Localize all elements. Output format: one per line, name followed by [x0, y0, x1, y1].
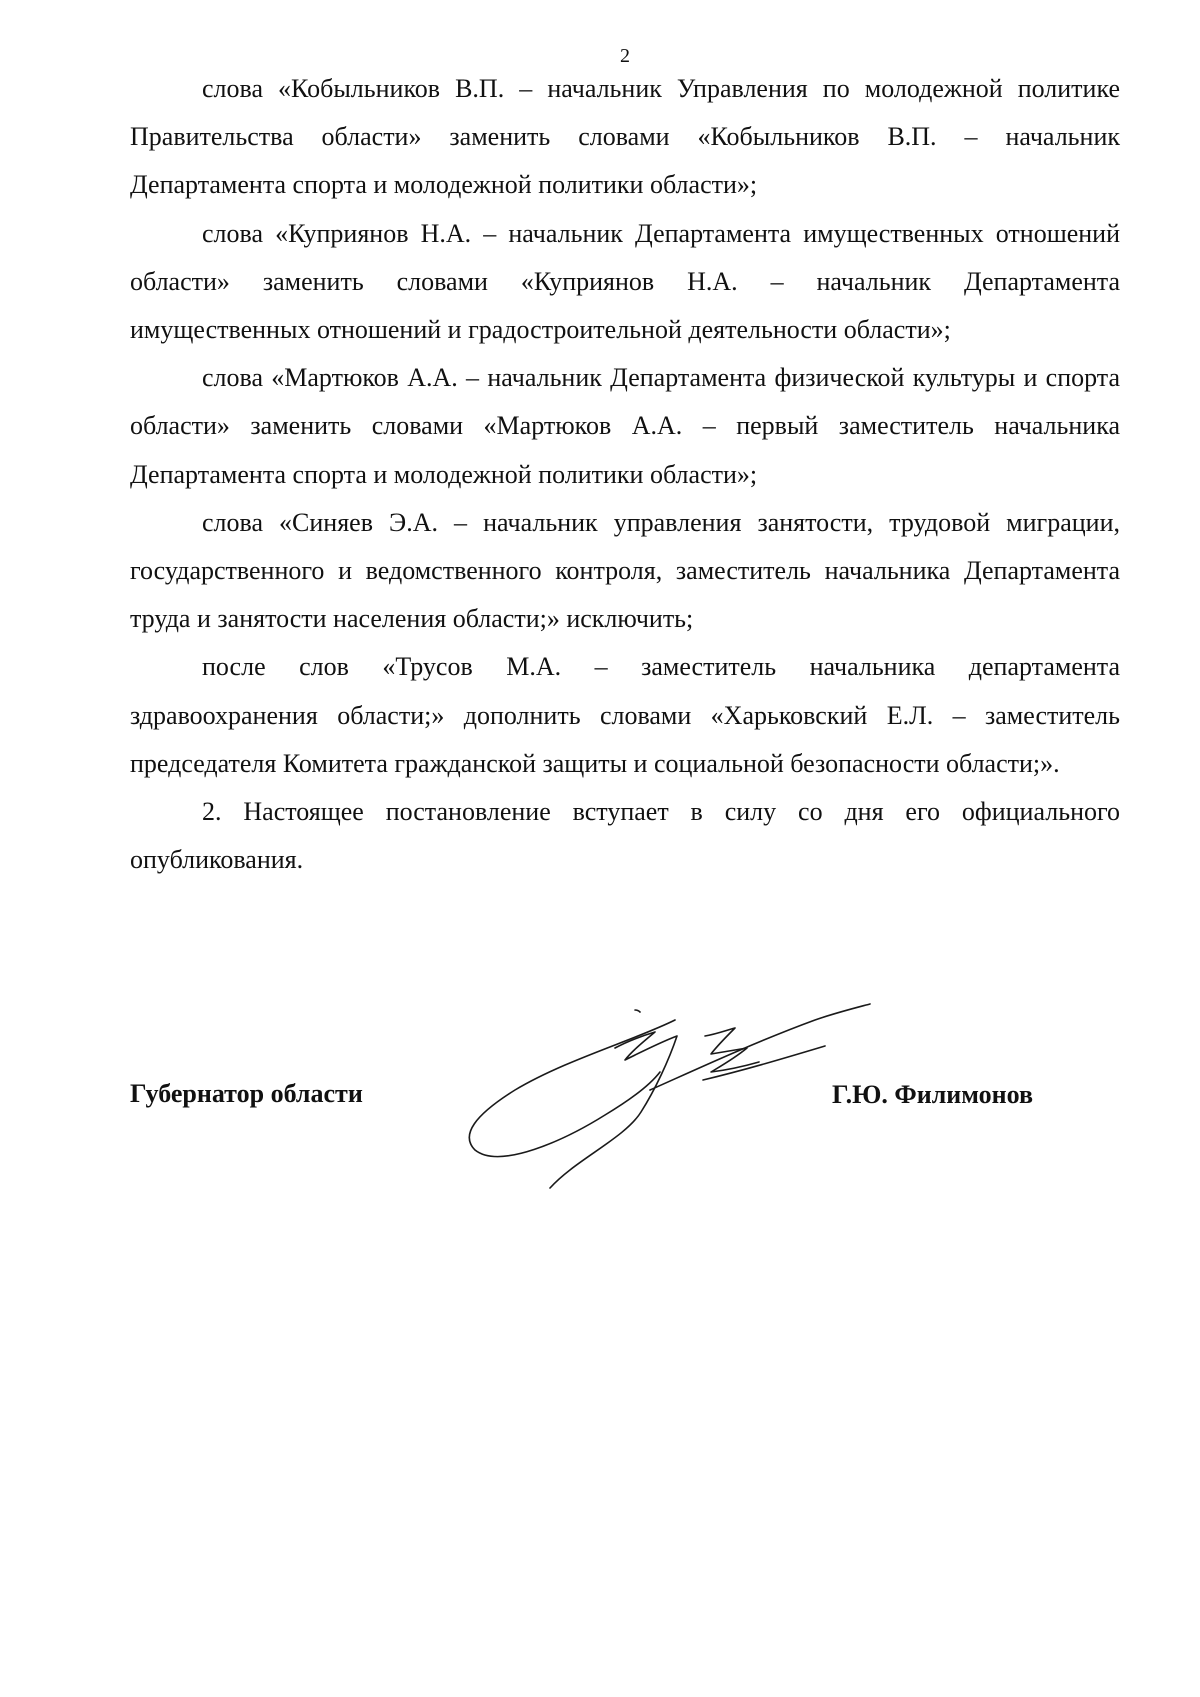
paragraph-kobylnikov: слова «Кобыльников В.П. – начальник Управления по молодежной политике Правительства области» заменить словами «Кобыльников В.П. – начальник Департамента спорта и молодежной политики области»;: [130, 74, 1120, 200]
paragraph-martyukov: слова «Мартюков А.А. – начальник Департамента физической культуры и спорта области» заменить словами «Мартюков А.А. – первый заместитель начальника Департамента спорта и молодежной политики области»;: [130, 363, 1120, 489]
document-body: [130, 65, 1120, 884]
paragraph-effective-date: 2. Настоящее постановление вступает в силу со дня его официального опубликования.: [130, 797, 1120, 875]
paragraph-sinyaev: слова «Синяев Э.А. – начальник управления занятости, трудовой миграции, государственного и ведомственного контроля, заместитель начальника Департамента труда и занятости населения области;» исключить;: [130, 507, 1120, 634]
paragraph-kupriyanov: слова «Куприянов Н.А. – начальник Департамента имущественных отношений области» заменить словами «Куприянов Н.А. – начальник Департамента имущественных отношений и градостроительной деятельности области»;: [130, 218, 1120, 345]
signatory-name: Г.Ю. Филимонов: [832, 1080, 1034, 1109]
page-number: 2: [620, 45, 630, 67]
paragraph-trusov: после слов «Трусов М.А. – заместитель начальника департамента здравоохранения области;» дополнить словами «Харьковский Е.Л. – заместитель председателя Комитета гражданской защиты и социальной безопасности области;».: [130, 652, 1120, 778]
handwritten-signature: [455, 980, 875, 1200]
signature-block: [0, 980, 1200, 1200]
signatory-title: Губернатор области: [130, 1079, 363, 1108]
